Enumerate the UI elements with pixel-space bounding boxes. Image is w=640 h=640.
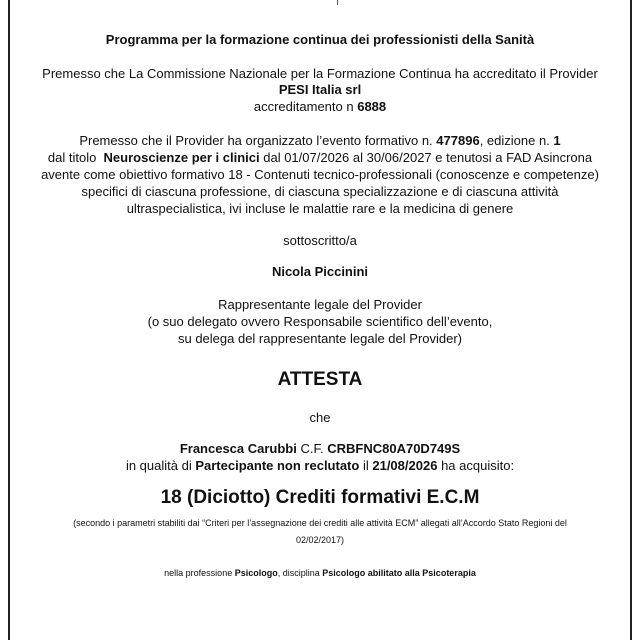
top-mark	[337, 0, 338, 5]
attesta-heading: ATTESTA	[277, 369, 363, 390]
params-note-line-2: 02/02/2017)	[295, 535, 345, 545]
signatory-label: sottoscritto/a	[283, 233, 357, 248]
program-title: Programma per la formazione continua dei professionisti della Sanità	[105, 32, 535, 47]
profession-line: nella professione Psicologo, disciplina Psicologo abilitato alla Psicoterapia	[164, 568, 476, 578]
role-line-1: Rappresentante legale del Provider	[218, 297, 422, 312]
objective-line-1: avente come obiettivo formativo 18 - Contenuti tecnico-professionali (conoscenze e competenze)	[41, 167, 599, 182]
participant-name: Francesca Carubbi	[179, 441, 297, 456]
provider-name: PESI Italia srl	[278, 82, 362, 97]
params-note-line-1: (secondo i parametri stabiliti dai “Criteri per l’assegnazione dei crediti alle attività ECM” allegati all’Accordo Stato Regioni del	[73, 518, 567, 528]
premise-provider-line: Premesso che La Commissione Nazionale per la Formazione Continua ha accreditato il Provider	[42, 66, 598, 81]
objective-line-3: ultraspecialistica, ivi incluse le malattie rare e la medicina di genere	[126, 201, 514, 216]
accreditation-line: accreditamento n 6888	[253, 99, 387, 114]
quality-line: in qualità di Partecipante non reclutato il 21/08/2026 ha acquisito:	[125, 458, 515, 473]
che-label: che	[309, 410, 331, 425]
right-border	[630, 0, 632, 640]
role-line-3: su delega del rappresentante legale del Provider)	[177, 331, 463, 346]
left-border	[8, 0, 10, 640]
role-line-2: (o suo delegato ovvero Responsabile scientifico dell’evento,	[147, 314, 493, 329]
objective-line-2: specifici di ciascuna professione, di ciascuna specializzazione e di ciascuna attività	[81, 184, 559, 199]
tax-code: CRBFNC80A70D749S	[327, 441, 461, 456]
signatory-name: Nicola Piccinini	[271, 264, 369, 279]
event-title: Neuroscienze per i clinici	[103, 150, 260, 165]
event-title-line: dal titolo Neuroscienze per i clinici dal 01/07/2026 al 30/06/2027 e tenutosi a FAD Asincrona	[47, 150, 593, 165]
participant-line: Francesca Carubbi C.F. CRBFNC80A70D749S	[179, 441, 461, 456]
credits-heading: 18 (Diciotto) Crediti formativi E.C.M	[160, 487, 480, 508]
event-line: Premesso che il Provider ha organizzato l’evento formativo n. 477896, edizione n. 1	[79, 133, 561, 148]
